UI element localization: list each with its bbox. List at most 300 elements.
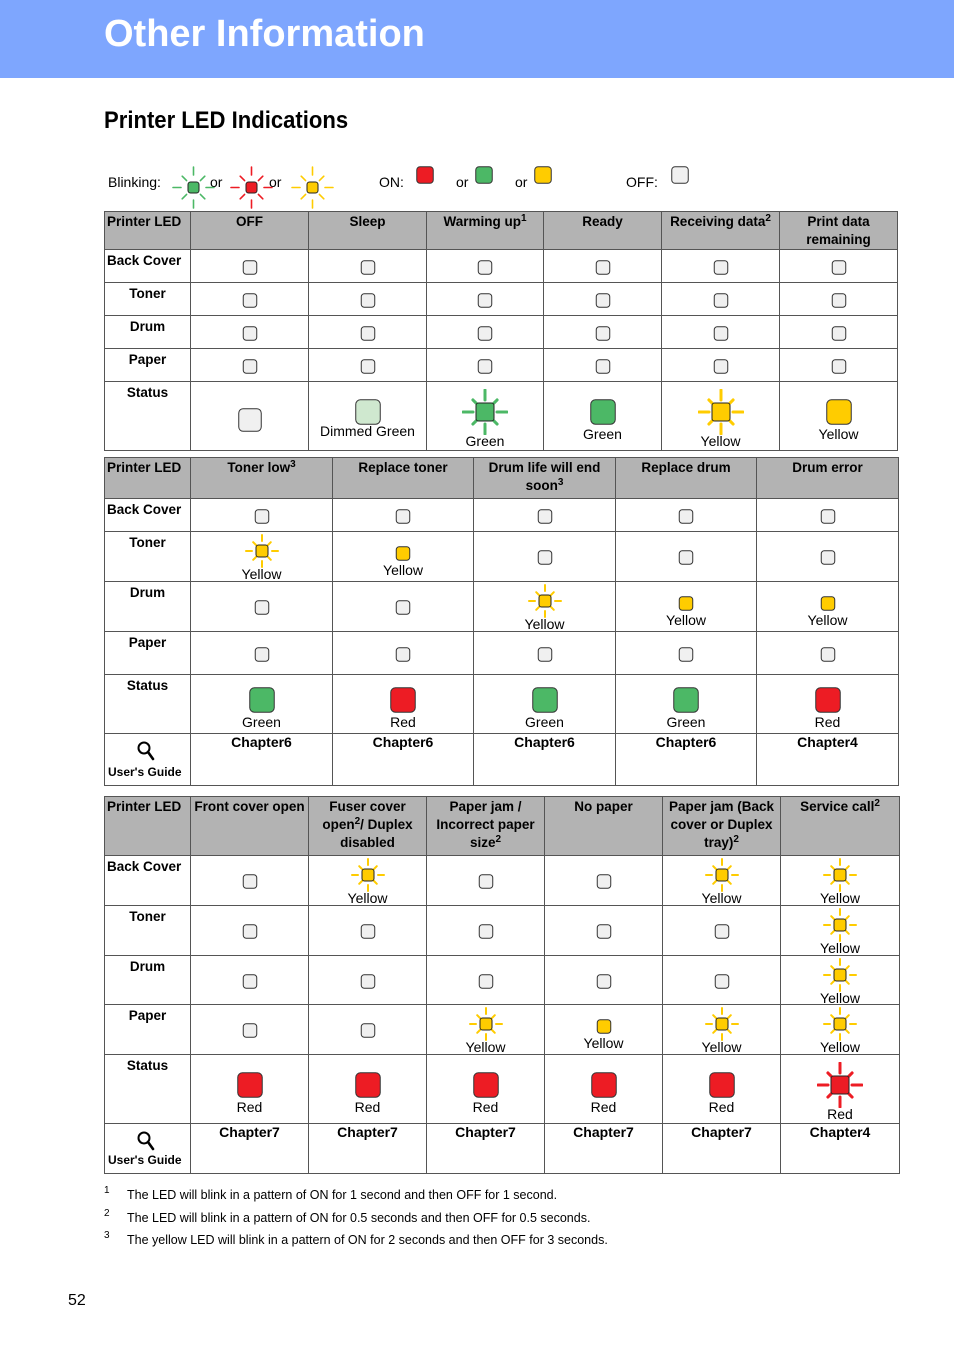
led-off-icon [360,1023,375,1043]
led-color-label: Dimmed Green [320,423,415,439]
row-label: Toner [105,906,191,956]
led-off-icon [713,326,728,346]
led-off-icon [242,359,257,379]
table-row [105,632,899,675]
led-cell [780,316,898,349]
table-header-row [105,212,898,250]
led-cell [427,906,545,956]
led-cell [663,956,781,1005]
led-cell [427,250,544,283]
led-cell [662,250,780,283]
led-color-label: Yellow [383,562,423,578]
led-color-label: Red [708,1099,735,1115]
led-off-icon [478,874,493,894]
footnote-text: The LED will blink in a pattern of ON for 0.5 seconds and then OFF for 0.5 seconds. [127,1210,591,1225]
led-off-icon [242,924,257,944]
led-color-label: Yellow [583,1035,624,1051]
row-label: Status [105,382,191,451]
led-cell [427,382,544,451]
led-color-label: Yellow [701,890,742,906]
led-cell [474,632,616,675]
led-cell [663,856,781,906]
led-off-icon [820,550,835,570]
led-cell [191,499,333,532]
banner-title: Other Information [104,13,425,55]
led-cell [545,956,663,1005]
led-cell [545,1055,663,1124]
led-cell [781,906,900,956]
led-cell [474,582,616,632]
led-cell [544,283,662,316]
led-cell [191,956,309,1005]
page-number: 52 [68,1292,86,1309]
led-cell [662,316,780,349]
led-off-icon [537,509,552,529]
led-color-label: Red [354,1099,381,1115]
users-guide-label: User's Guide [108,1153,182,1167]
guide-row [105,1124,900,1174]
column-header [545,797,663,856]
led-cell [780,250,898,283]
led-cell [545,856,663,906]
led-color-label: Yellow [347,890,388,906]
led-cell [662,382,780,451]
led-color-label: Green [525,714,564,730]
led-color-label: Yellow [818,426,859,442]
led-cell [757,532,899,582]
led-off-icon [254,647,269,667]
led-off-icon [396,600,411,620]
led-color-label: Yellow [524,616,565,632]
led-off-icon [595,293,610,313]
red-blink-icon [230,166,273,212]
header-text: Printer LED [107,799,182,814]
led-off-icon [679,550,694,570]
led-cell [474,675,616,734]
header-text: Sleep [349,214,386,229]
legend-or: or [210,174,223,190]
chapter-reference: Chapter6 [616,734,757,786]
led-cell [616,632,757,675]
led-cell [427,349,544,382]
header-text: Drum error [792,460,863,475]
column-header [474,458,616,499]
header-text: Receiving data [670,214,766,229]
led-color-label: Red [390,714,416,730]
table-row [105,316,898,349]
table-header-row [105,797,900,856]
chapter-reference: Chapter7 [191,1124,309,1174]
led-cell [309,1055,427,1124]
header-text: Front cover open [194,799,305,814]
led-cell [544,349,662,382]
section-title: Printer LED Indications [104,107,349,134]
led-color-label: Green [465,433,505,449]
footnote [104,1185,904,1211]
header-text: Printer LED [107,214,182,229]
led-cell [191,675,333,734]
users-guide-cell [105,734,191,786]
led-cell [662,283,780,316]
led-cell [191,316,309,349]
led-color-label: Yellow [666,612,706,628]
led-off-icon [360,924,375,944]
led-off-icon [831,359,846,379]
led-off-icon [478,924,493,944]
led-off-icon [671,166,689,187]
footnote-ref: 3 [290,459,296,470]
led-color-label: Red [814,714,841,730]
led-off-icon [713,260,728,280]
led-cell [309,956,427,1005]
led-off-icon [478,260,493,280]
led-cell [333,532,474,582]
led-cell [757,582,899,632]
led-cell [781,956,900,1005]
header-text: Fuser cover open [322,799,406,832]
led-cell [616,532,757,582]
led-cell [662,349,780,382]
led-cell [191,632,333,675]
led-color-label: Yellow [820,890,860,906]
led-cell [191,382,309,451]
led-cell [781,856,900,906]
led-off-icon [596,874,611,894]
yellow-on-icon [534,166,552,187]
column-header [309,797,427,856]
row-label: Back Cover [105,250,191,283]
table-row [105,582,899,632]
led-cell [544,382,662,451]
header-text: OFF [236,214,263,229]
users-guide-label: User's Guide [108,765,182,779]
column-header [427,212,544,250]
led-cell [781,1055,900,1124]
led-cell [545,906,663,956]
led-off-icon [242,874,257,894]
led-off-icon [537,647,552,667]
header-text: Paper jam (Back cover or Duplex tray) [668,799,775,850]
led-table [104,457,899,786]
footnote-ref: 2 [733,834,739,845]
led-cell [333,632,474,675]
footnote [104,1230,904,1256]
led-cell [191,1055,309,1124]
chapter-reference: Chapter7 [427,1124,545,1174]
table-row [105,532,899,582]
led-off-icon [242,326,257,346]
led-cell [191,1005,309,1055]
led-cell [309,316,427,349]
led-cell [427,1005,545,1055]
led-color-label: Yellow [820,990,860,1006]
footnote-ref: 2 [874,798,880,809]
led-color-label: Yellow [701,1039,742,1055]
column-header [427,797,545,856]
led-off-icon [820,647,835,667]
row-label: Status [105,675,191,734]
led-off-icon [360,260,375,280]
footnote-number: 3 [104,1230,110,1241]
led-cell [309,906,427,956]
led-off-icon [360,974,375,994]
led-off-icon [360,326,375,346]
footnote-ref: 2 [354,816,361,827]
column-header [333,458,474,499]
chapter-reference: Chapter6 [191,734,333,786]
table-row [105,1005,900,1055]
row-label: Toner [105,283,191,316]
row-label: Paper [105,632,191,675]
led-cell [427,316,544,349]
led-cell [191,250,309,283]
chapter-reference: Chapter7 [545,1124,663,1174]
header-text: Replace drum [641,460,731,475]
footnote [104,1207,904,1234]
led-cell [780,283,898,316]
led-off-icon [831,326,846,346]
header-text: Warming up [443,214,521,229]
table-row [105,856,900,906]
users-guide-cell [105,1124,191,1174]
row-label: Drum [105,582,191,632]
led-off-icon [595,260,610,280]
led-off-icon [360,293,375,313]
column-header [191,458,333,499]
row-label: Back Cover [105,499,191,532]
led-off-icon [242,260,257,280]
led-off-icon [254,509,269,529]
led-cell [544,250,662,283]
led-cell [780,382,898,451]
led-cell [616,499,757,532]
header-text: Paper jam / Incorrect paper size [436,799,535,850]
table-header-row [105,458,899,499]
led-color-label: Red [590,1099,617,1115]
column-header [191,797,309,856]
led-off-icon [242,974,257,994]
green-blink-icon [172,166,215,212]
column-header [663,797,781,856]
led-color-label: Green [242,714,281,730]
led-off-icon [242,293,257,313]
footnote-ref: 3 [557,477,564,488]
column-header [105,212,191,250]
led-cell [474,532,616,582]
led-cell [333,582,474,632]
led-cell [757,675,899,734]
led-cell [191,532,333,582]
led-cell [191,349,309,382]
header-text: Ready [582,214,623,229]
magnifier-icon [137,1131,155,1151]
column-header [105,797,191,856]
led-color-label: Yellow [820,940,860,956]
led-cell [191,856,309,906]
row-label: Back Cover [105,856,191,906]
footnotes [104,1185,904,1256]
led-color-label: Red [236,1099,263,1115]
row-label: Toner [105,532,191,582]
led-cell [309,283,427,316]
led-cell [545,1005,663,1055]
chapter-reference: Chapter4 [757,734,899,786]
led-off-icon [831,293,846,313]
column-header [191,212,309,250]
led-off-icon [714,974,729,994]
led-cell [663,1055,781,1124]
column-header [309,212,427,250]
led-cell [309,1005,427,1055]
led-cell [663,1005,781,1055]
led-cell [780,349,898,382]
led-off-icon [396,509,411,529]
led-off-icon [478,326,493,346]
led-off-icon [396,647,411,667]
footnote-ref: 1 [520,213,527,224]
led-cell [663,906,781,956]
led-cell [309,856,427,906]
column-header [757,458,899,499]
led-off-icon [254,600,269,620]
yellow-blink-icon [291,166,334,212]
led-off-icon [595,326,610,346]
led-cell [616,582,757,632]
led-table [104,211,898,451]
led-off-icon [478,293,493,313]
led-off-icon [595,359,610,379]
row-label: Paper [105,349,191,382]
led-off-icon [478,974,493,994]
led-color-label: Yellow [700,433,741,449]
green-on-icon [475,166,493,187]
table-row [105,250,898,283]
chapter-reference: Chapter7 [663,1124,781,1174]
led-off-icon [713,293,728,313]
row-label: Status [105,1055,191,1124]
led-legend [108,166,908,198]
guide-row [105,734,899,786]
table-row [105,956,900,1005]
led-off-icon [679,647,694,667]
table-row [105,283,898,316]
footnote-ref: 2 [765,213,771,224]
legend-blinking-label: Blinking: [108,174,161,190]
header-text: Drum life will end soon [488,460,601,493]
table-row [105,499,899,532]
led-cell [309,250,427,283]
led-off-icon [713,359,728,379]
red-on-icon [416,166,434,187]
column-header [781,797,900,856]
led-cell [333,499,474,532]
column-header [544,212,662,250]
legend-or: or [456,174,469,190]
led-off-icon [714,924,729,944]
led-color-label: Yellow [820,1039,860,1055]
led-cell [333,675,474,734]
led-cell [781,1005,900,1055]
chapter-reference: Chapter6 [333,734,474,786]
led-cell [427,956,545,1005]
led-off-icon [820,509,835,529]
footnote-ref: 2 [495,834,502,845]
led-off-icon [679,509,694,529]
column-header [780,212,898,250]
led-off-icon [596,924,611,944]
led-cell [427,283,544,316]
chapter-reference: Chapter6 [474,734,616,786]
column-header [616,458,757,499]
led-off-icon [537,550,552,570]
led-off-icon [242,1023,257,1043]
row-label: Paper [105,1005,191,1055]
legend-off-label: OFF: [626,174,658,190]
led-cell [757,632,899,675]
legend-or: or [269,174,282,190]
led-color-label: Yellow [241,566,282,582]
footnote-number: 1 [104,1185,110,1196]
table-row [105,906,900,956]
led-off-icon [596,974,611,994]
led-cell [427,856,545,906]
led-color-label: Green [583,426,622,442]
column-header [662,212,780,250]
led-off-icon [831,260,846,280]
table-row [105,349,898,382]
footnote-text: The LED will blink in a pattern of ON for 1 second and then OFF for 1 second. [127,1188,558,1202]
chapter-reference: Chapter7 [309,1124,427,1174]
chapter-reference: Chapter4 [781,1124,900,1174]
table-row [105,675,899,734]
led-off-icon [360,359,375,379]
legend-on-label: ON: [379,174,404,190]
led-color-label: Red [827,1106,853,1122]
led-cell [191,283,309,316]
led-table [104,796,900,1174]
led-color-label: Yellow [465,1039,506,1055]
magnifier-icon [137,741,155,761]
led-cell [309,382,427,451]
led-cell [191,582,333,632]
led-cell [757,499,899,532]
row-label: Drum [105,956,191,1005]
led-color-label: Red [472,1099,499,1115]
led-off-icon [478,359,493,379]
header-text: No paper [574,799,633,814]
led-off-icon [238,408,262,437]
header-text: Service call [800,799,875,814]
page-banner [0,0,954,78]
led-color-label: Green [666,714,706,730]
led-cell [191,906,309,956]
legend-or: or [515,174,528,190]
header-text: Replace toner [358,460,448,475]
header-text: Printer LED [107,460,182,475]
header-text: Toner low [227,460,291,475]
led-color-label: Yellow [807,612,848,628]
row-label: Drum [105,316,191,349]
column-header [105,458,191,499]
led-cell [544,316,662,349]
led-cell [474,499,616,532]
led-cell [616,675,757,734]
header-text-cont: / Duplex disabled [340,817,413,850]
table-row [105,1055,900,1124]
led-cell [309,349,427,382]
table-row [105,382,898,451]
led-cell [427,1055,545,1124]
